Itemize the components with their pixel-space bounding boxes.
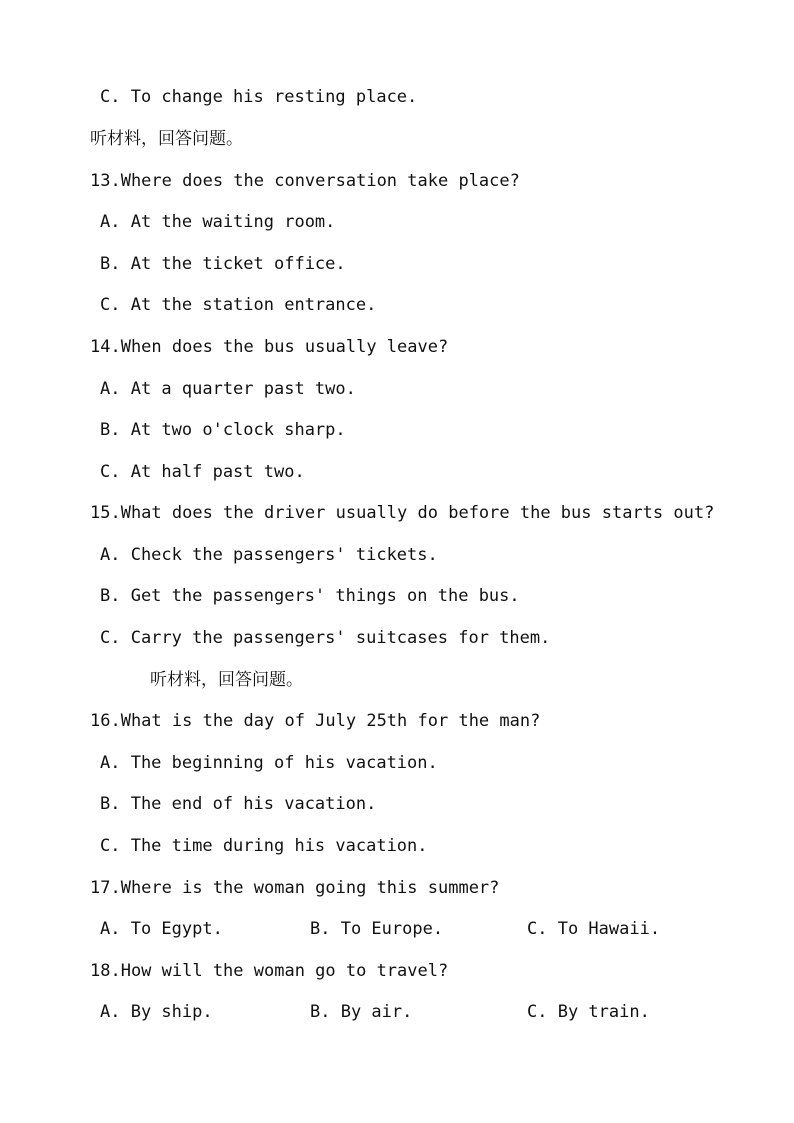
question-17: 17.Where is the woman going this summer? <box>90 878 500 898</box>
question-16-option-b: B. The end of his vacation. <box>100 794 377 814</box>
question-14: 14.When does the bus usually leave? <box>90 337 449 357</box>
question-15-option-c: C. Carry the passengers' suitcases for them. <box>100 628 551 648</box>
question-16-option-c: C. The time during his vacation. <box>100 836 428 856</box>
question-17-option-b: B. To Europe. <box>310 919 444 939</box>
question-13-option-b: B. At the ticket office. <box>100 254 346 274</box>
question-17-option-a: A. To Egypt. <box>100 919 223 939</box>
question-14-option-a: A. At a quarter past two. <box>100 379 356 399</box>
question-15: 15.What does the driver usually do before the bus starts out? <box>90 503 715 523</box>
question-16-option-a: A. The beginning of his vacation. <box>100 753 438 773</box>
question-18-option-c: C. By train. <box>527 1002 650 1022</box>
question-14-option-b: B. At two o'clock sharp. <box>100 420 346 440</box>
instruction-text: 听材料，回答问题。 <box>150 670 303 690</box>
question-18: 18.How will the woman go to travel? <box>90 961 449 981</box>
question-13-option-c: C. At the station entrance. <box>100 295 377 315</box>
question-18-option-b: B. By air. <box>310 1002 413 1022</box>
question-17-option-c: C. To Hawaii. <box>527 919 661 939</box>
question-15-option-a: A. Check the passengers' tickets. <box>100 545 438 565</box>
question-14-option-c: C. At half past two. <box>100 462 305 482</box>
question-15-option-b: B. Get the passengers' things on the bus. <box>100 586 520 606</box>
question-12-option-c: C. To change his resting place. <box>100 87 418 107</box>
question-18-option-a: A. By ship. <box>100 1002 213 1022</box>
question-13: 13.Where does the conversation take place? <box>90 171 520 191</box>
question-13-option-a: A. At the waiting room. <box>100 212 336 232</box>
question-16: 16.What is the day of July 25th for the man? <box>90 711 541 731</box>
instruction-text: 听材料，回答问题。 <box>90 129 243 149</box>
